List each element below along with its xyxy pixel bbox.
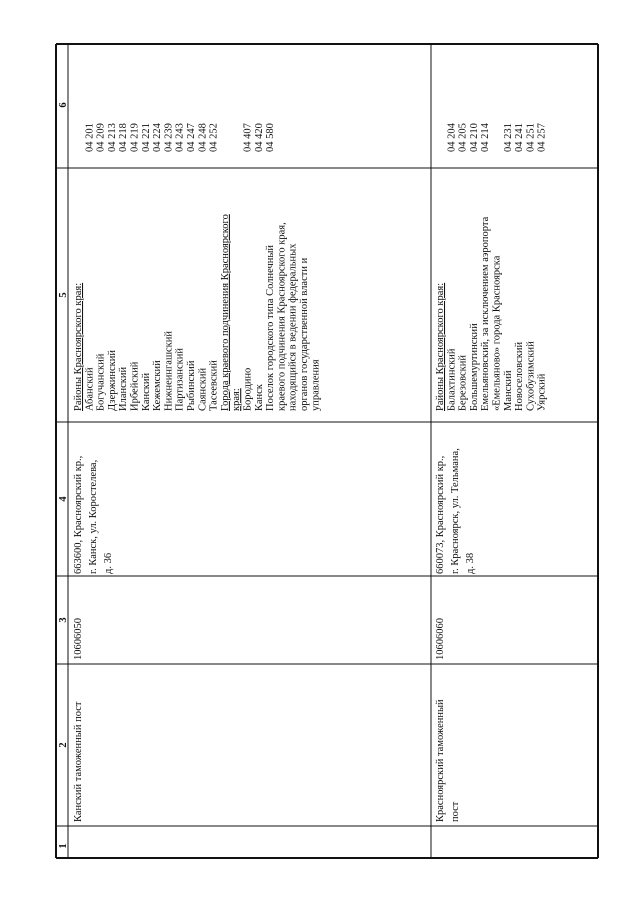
area-name: Города краевого подчинения Красноярского	[219, 214, 231, 411]
area-name: Рыбинский	[186, 360, 197, 411]
header-col-3: 3	[58, 617, 69, 623]
area-code: 04 218	[118, 123, 130, 152]
post-name-line: Красноярский таможенный	[435, 699, 446, 822]
area-name: Уярский	[536, 373, 548, 411]
post-address-line: д. 38	[465, 552, 476, 574]
area-code: 04 201	[84, 123, 96, 152]
area-name: Дзержинский	[106, 350, 118, 411]
area-name: Балахтинский	[446, 348, 458, 411]
area-code: 04 209	[95, 123, 107, 152]
area-name: Богучанский	[95, 353, 107, 411]
table-row	[435, 122, 548, 822]
area-name: Районы Красноярского края:	[435, 282, 446, 411]
area-name: края:	[231, 388, 243, 411]
area-code: 04 239	[163, 123, 175, 152]
area-name: Иланский	[118, 366, 130, 411]
area-code: 04 247	[186, 123, 197, 152]
area-list	[435, 122, 548, 411]
area-code: 04 204	[446, 123, 458, 152]
area-name: краевого подчинения Красноярского края,	[276, 222, 288, 411]
area-name: Ирбейский	[129, 361, 141, 411]
area-code: 04 214	[480, 123, 492, 152]
area-name: Большемуртинский	[468, 323, 480, 411]
post-name: Канский таможенный пост	[73, 701, 84, 822]
area-name: Канск	[253, 384, 265, 411]
area-name: Кежемский	[152, 360, 164, 411]
header-col-5: 5	[58, 292, 69, 298]
area-name: Березовский	[457, 355, 469, 411]
area-name: Сухобузимский	[525, 341, 537, 411]
area-code: 04 407	[242, 123, 254, 152]
area-name: Канский	[140, 372, 152, 411]
header-col-6: 6	[58, 102, 69, 108]
area-code: 04 251	[525, 123, 537, 152]
post-code: 10606060	[435, 618, 446, 660]
area-name: Районы Красноярского края:	[73, 282, 84, 411]
header-col-2: 2	[58, 742, 69, 748]
area-name: Поселок городского типа Солнечный	[265, 244, 277, 411]
area-list	[73, 122, 321, 411]
area-code: 04 231	[502, 123, 514, 152]
area-code: 04 224	[152, 123, 164, 152]
area-name: Емельяновский, за исключением аэропорта	[480, 216, 492, 411]
rotated-content	[58, 102, 548, 848]
area-code: 04 420	[253, 123, 265, 152]
post-address-line: г. Канск, ул. Коростелева,	[88, 459, 99, 574]
area-code: 04 241	[514, 123, 526, 152]
area-name: органов государственной власти и	[299, 257, 310, 411]
area-name: Саянский	[197, 367, 209, 411]
table-grid	[56, 44, 598, 858]
area-code: 04 243	[174, 123, 186, 152]
area-name: управления	[310, 359, 322, 411]
area-name: Новоселовский	[514, 341, 526, 411]
area-name: «Емельяново» города Красноярска	[491, 255, 503, 411]
post-address-line: г. Красноярск, ул. Тельмана,	[450, 448, 461, 574]
header-col-1: 1	[58, 843, 69, 849]
post-address-line: 663600, Красноярский кр.,	[73, 455, 84, 574]
area-name: Абанский	[84, 367, 96, 411]
header-col-4: 4	[58, 496, 69, 502]
column-headers	[58, 102, 69, 848]
area-code: 04 219	[129, 123, 141, 152]
area-name: Тасеевский	[208, 360, 220, 411]
post-code: 10606050	[73, 618, 84, 660]
area-code: 04 252	[208, 123, 220, 152]
area-code: 04 213	[106, 123, 118, 152]
post-address-line: д. 36	[103, 552, 114, 574]
area-name: Манский	[502, 370, 514, 411]
post-name-line: пост	[450, 801, 461, 822]
area-code: 04 248	[197, 123, 209, 152]
area-name: находящийся в ведении федеральных	[287, 243, 299, 411]
area-code: 04 257	[536, 123, 548, 152]
area-code: 04 221	[140, 123, 152, 152]
area-name: Нижнеингашский	[163, 330, 175, 411]
post-address-line: 660073, Красноярский кр.,	[435, 455, 446, 574]
area-name: Партизанский	[174, 348, 186, 411]
area-name: Бородино	[242, 367, 254, 411]
area-code: 04 205	[457, 123, 469, 152]
area-code: 04 580	[265, 123, 277, 152]
area-code: 04 210	[468, 123, 480, 152]
table-row	[73, 122, 321, 822]
